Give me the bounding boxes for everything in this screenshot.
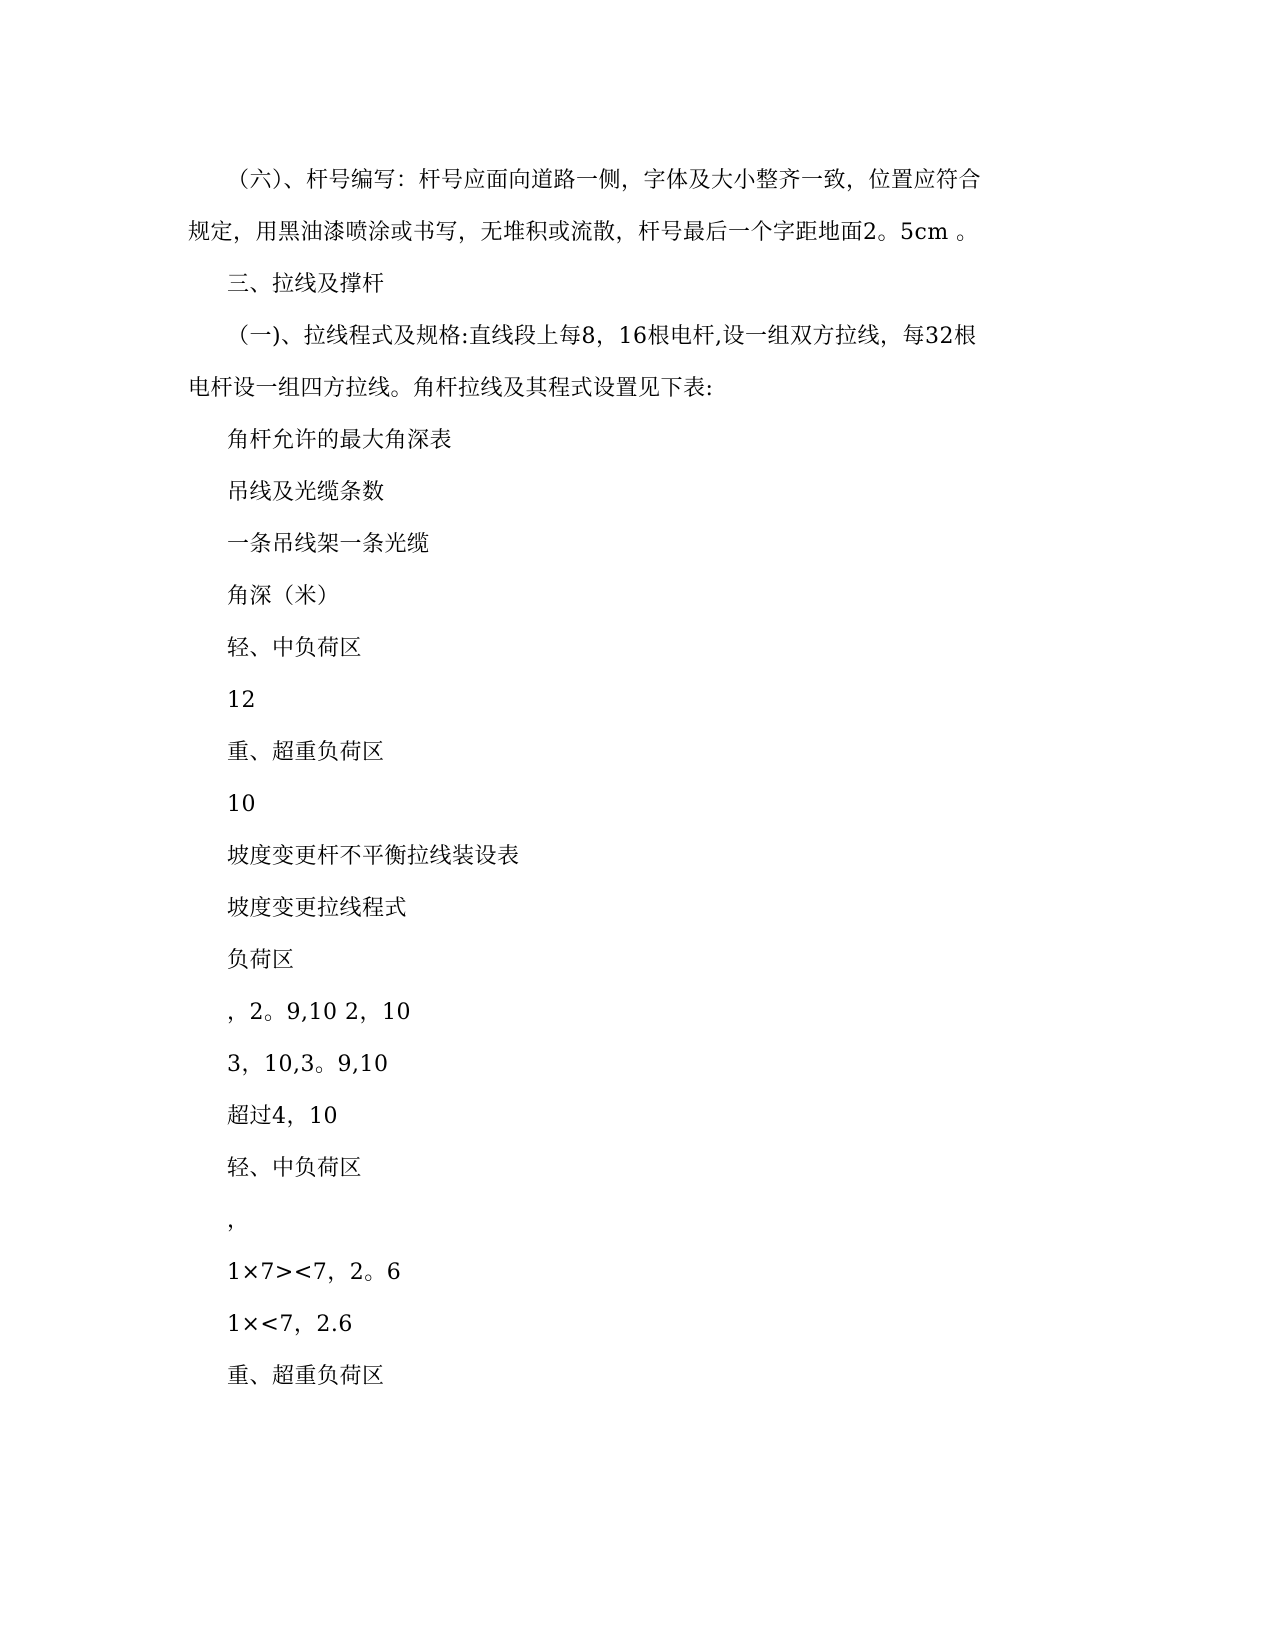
text-line: 3，10,3。9,10 (227, 1052, 389, 1077)
text-line: ， (227, 1208, 250, 1233)
text-line: 角深（米） (227, 584, 340, 609)
para-1-line-2: 电杆设一组四方拉线。角杆拉线及其程式设置见下表: (188, 376, 714, 401)
para-6-line-2: 规定，用黑油漆喷涂或书写，无堆积或流散，杆号最后一个字距地面2。5cm 。 (188, 220, 979, 245)
text-line: 重、超重负荷区 (227, 1364, 385, 1389)
text-line: 坡度变更拉线程式 (227, 896, 408, 921)
text-line: 坡度变更杆不平衡拉线装设表 (227, 844, 520, 869)
text-line: 超过4，10 (227, 1104, 338, 1129)
text-line: 角杆允许的最大角深表 (227, 428, 453, 453)
text-line: 轻、中负荷区 (227, 1156, 363, 1181)
text-line: 10 (227, 792, 256, 817)
text-line: 12 (227, 688, 256, 713)
text-line: 负荷区 (227, 948, 295, 973)
text-line: 轻、中负荷区 (227, 636, 363, 661)
text-line: 一条吊线架一条光缆 (227, 532, 430, 557)
text-line: 1×<7，2.6 (227, 1312, 353, 1337)
para-6-line-1: （六）、杆号编写：杆号应面向道路一侧，字体及大小整齐一致，位置应符合 (227, 168, 982, 193)
text-line: 吊线及光缆条数 (227, 480, 385, 505)
text-line: ，2。9,10 2，10 (227, 1000, 411, 1025)
section-3-heading: 三、拉线及撑杆 (227, 272, 385, 297)
text-line: 1×7><7，2。6 (227, 1260, 402, 1285)
text-line: 重、超重负荷区 (227, 740, 385, 765)
para-1-line-1: （一)、拉线程式及规格:直线段上每8，16根电杆,设一组双方拉线，每32根 (227, 324, 977, 349)
